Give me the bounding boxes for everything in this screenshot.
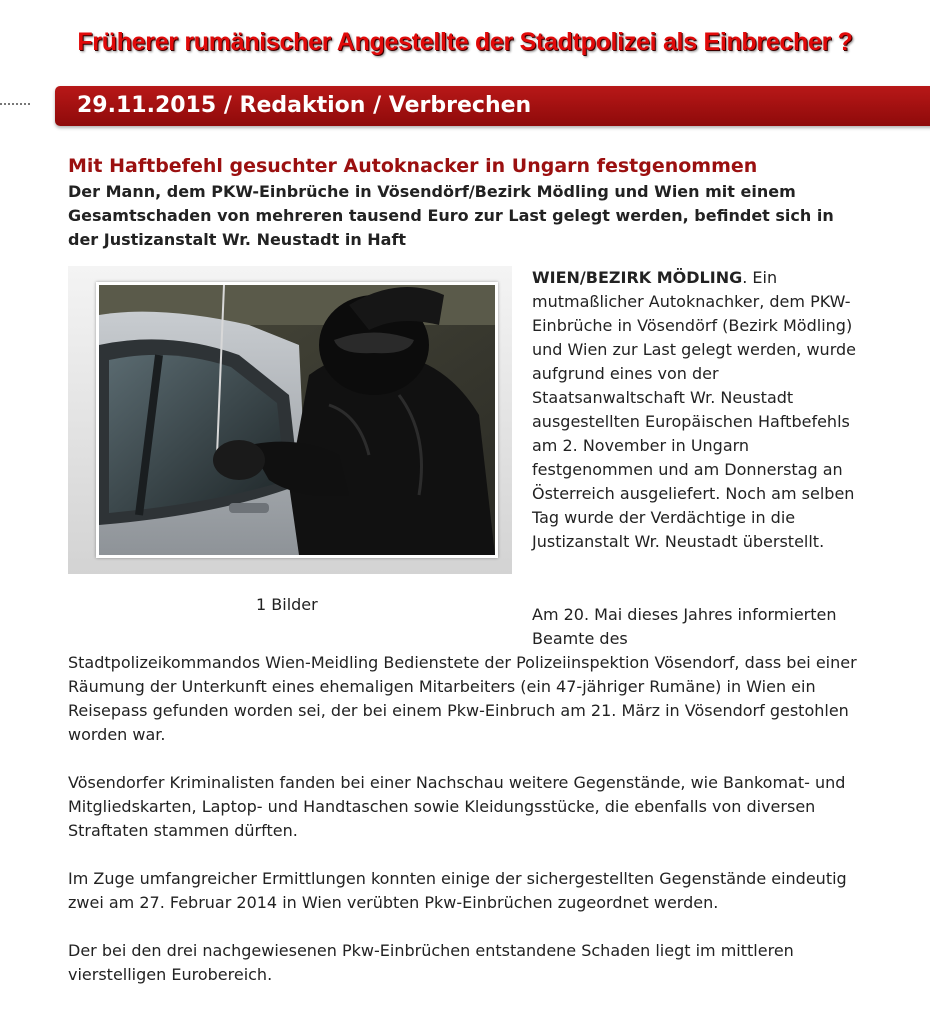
- article-lead: Der Mann, dem PKW-Einbrüche in Vösendörf/Bezirk Mödling und Wien mit einem Gesamtschaden von mehreren tausend Euro zur Last gelegt werden, befindet sich in der Justizanstalt Wr. Neustadt in Haft: [68, 182, 834, 249]
- article-photo[interactable]: [96, 282, 498, 558]
- car-burglar-illustration: [99, 285, 495, 555]
- article-title[interactable]: Mit Haftbefehl gesuchter Autoknacker in Ungarn festgenommen: [68, 155, 758, 177]
- category-banner: [55, 86, 930, 126]
- image-gallery-frame[interactable]: [68, 266, 512, 574]
- article-paragraph-5: Der bei den drei nachgewiesenen Pkw-Einbrüchen entstandene Schaden liegt im mittleren vierstelligen Eurobereich.: [68, 941, 794, 984]
- article-paragraph-3: Vösendorfer Kriminalisten fanden bei einer Nachschau weitere Gegenstände, wie Bankomat- und Mitgliedskarten, Laptop- und Handtaschen sowie Kleidungsstücke, die ebenfalls von diversen Straftaten stammen dürften.: [68, 773, 846, 840]
- banner-text: 29.11.2015 / Redaktion / Verbrechen: [77, 93, 532, 118]
- site-headline: Früherer rumänischer Angestellte der Stadtpolizei als Einbrecher ?: [77, 28, 853, 56]
- article-paragraph-4: Im Zuge umfangreicher Ermittlungen konnten einige der sichergestellten Gegenstände eindeutig zwei am 27. Februar 2014 in Wien verübten Pkw-Einbrüchen zugeordnet werden.: [68, 869, 847, 912]
- paragraph-1-text: . Ein mutmaßlicher Autoknachker, dem PKW-Einbrüche in Vösendörf (Bezirk Mödling) und Wien zur Last gelegt werden, wurde aufgrund eines von der Staatsanwaltschaft Wr. Neustadt ausgestellten Europäischen Haftbefehls am 2. November in Ungarn festgenommen und am Donnerstag an Österreich ausgeliefert. Noch am selben Tag wurde der Verdächtige in die Justizanstalt Wr. Neustadt überstellt.: [532, 268, 856, 551]
- dotted-divider: [0, 103, 30, 105]
- dateline: WIEN/BEZIRK MÖDLING: [532, 268, 743, 287]
- article-paragraph-2-rest: Stadtpolizeikommandos Wien-Meidling Bedienstete der Polizeiinspektion Vösendorf, dass bei einer Räumung der Unterkunft eines ehemaligen Mitarbeiters (ein 47-jähriger Rumäne) in Wien ein Reisepass gefunden worden sei, der bei einem Pkw-Einbruch am 21. März in Vösendorf gestohlen worden war.: [68, 653, 857, 744]
- article-paragraph-2-start: Am 20. Mai dieses Jahres informierten Beamte des: [532, 605, 837, 648]
- article-paragraph-1: [532, 266, 862, 554]
- image-count-caption[interactable]: 1 Bilder: [256, 595, 318, 614]
